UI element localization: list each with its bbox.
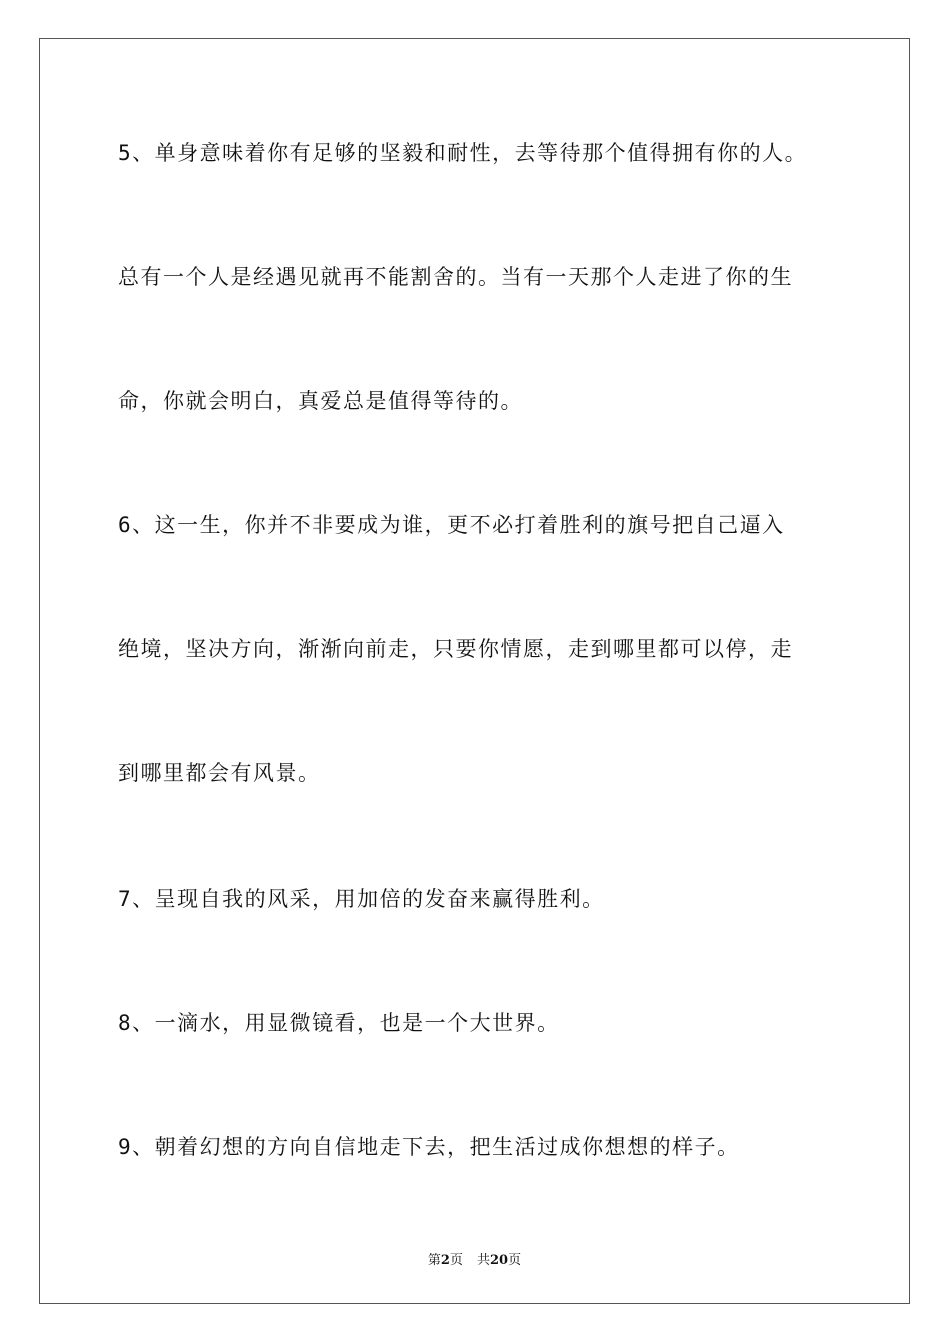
- page-prefix: 第: [427, 1253, 441, 1268]
- page-suffix: 页: [449, 1253, 463, 1268]
- text-line: 5、单身意味着你有足够的坚毅和耐性，去等待那个值得拥有你的人。: [118, 141, 808, 165]
- page-number: 2: [440, 1253, 450, 1268]
- page-footer: [40, 1249, 909, 1268]
- text-line: 7、呈现自我的风采，用加倍的发奋来赢得胜利。: [118, 887, 605, 911]
- text-line: 命，你就会明白，真爱总是值得等待的。: [118, 389, 523, 413]
- total-pages: 20: [489, 1253, 509, 1268]
- text-line: 总有一个人是经遇见就再不能割舍的。当有一天那个人走进了你的生: [118, 265, 793, 289]
- total-prefix: 共: [476, 1253, 490, 1268]
- text-line: 绝境，坚决方向，渐渐向前走，只要你情愿，走到哪里都可以停，走: [118, 637, 793, 661]
- text-line: 6、这一生，你并不非要成为谁，更不必打着胜利的旗号把自己逼入: [118, 513, 785, 537]
- text-line: 到哪里都会有风景。: [118, 761, 321, 785]
- document-page: [39, 38, 910, 1304]
- text-line: 8、一滴水，用显微镜看，也是一个大世界。: [118, 1011, 560, 1035]
- total-suffix: 页: [508, 1253, 522, 1268]
- text-line: 9、朝着幻想的方向自信地走下去，把生活过成你想想的样子。: [118, 1135, 740, 1159]
